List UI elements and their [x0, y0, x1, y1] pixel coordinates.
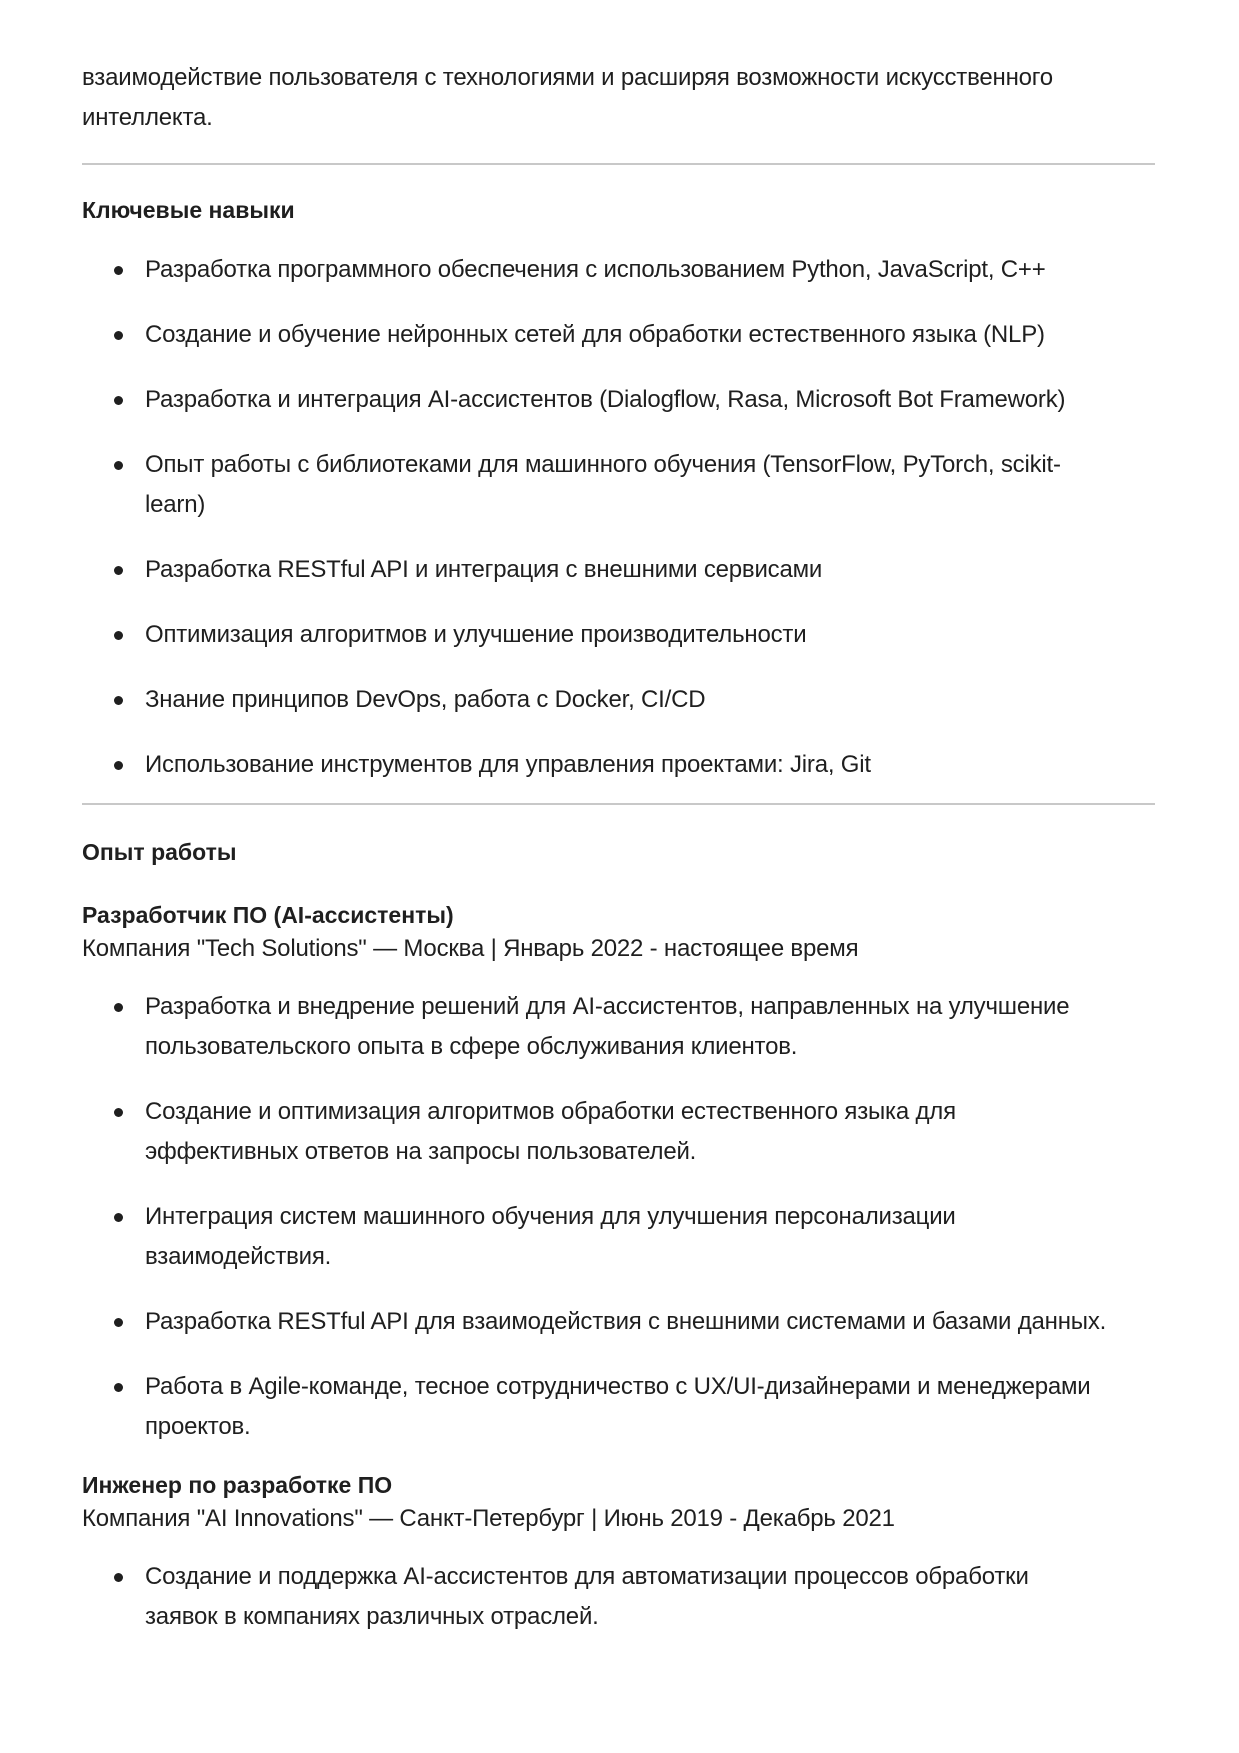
bullet-icon — [114, 761, 123, 770]
duty-item: Создание и оптимизация алгоритмов обработки естественного языка для эффективных ответов на запросы пользователей. — [145, 1092, 1155, 1172]
job-meta: Компания "AI Innovations" — Санкт-Петербург | Июнь 2019 - Декабрь 2021 — [82, 1505, 895, 1532]
job-entry — [82, 899, 1155, 1447]
skill-item: Разработка программного обеспечения с использованием Python, JavaScript, C++ — [145, 250, 1155, 290]
bullet-icon — [114, 396, 123, 405]
duty-item: Разработка и внедрение решений для AI-ассистентов, направленных на улучшение пользовательского опыта в сфере обслуживания клиентов. — [145, 987, 1155, 1067]
bullet-icon — [114, 631, 123, 640]
job-entry — [82, 1469, 1155, 1637]
bullet-icon — [114, 696, 123, 705]
skill-item: Разработка и интеграция AI-ассистентов (Dialogflow, Rasa, Microsoft Bot Framework) — [145, 380, 1155, 420]
skill-item: Разработка RESTful API и интеграция с внешними сервисами — [145, 550, 1155, 590]
bullet-icon — [114, 566, 123, 575]
skill-item: Оптимизация алгоритмов и улучшение производительности — [145, 615, 1155, 655]
bullet-icon — [114, 1573, 123, 1582]
skill-item: Создание и обучение нейронных сетей для обработки естественного языка (NLP) — [145, 315, 1155, 355]
bullet-icon — [114, 266, 123, 275]
job-duties-list — [82, 1557, 1155, 1637]
bullet-icon — [114, 461, 123, 470]
job-duties-list — [82, 987, 1155, 1447]
bullet-icon — [114, 1213, 123, 1222]
bullet-icon — [114, 1108, 123, 1117]
job-title: Инженер по разработке ПО — [82, 1472, 393, 1498]
section-divider — [82, 803, 1155, 805]
bullet-icon — [114, 1003, 123, 1012]
bullet-icon — [114, 1318, 123, 1327]
duty-item: Интеграция систем машинного обучения для улучшения персонализации взаимодействия. — [145, 1197, 1155, 1277]
job-meta: Компания "Tech Solutions" — Москва | Январь 2022 - настоящее время — [82, 935, 859, 962]
skill-item: Знание принципов DevOps, работа с Docker, CI/CD — [145, 680, 1155, 720]
bullet-icon — [114, 331, 123, 340]
resume-document — [82, 58, 1155, 1637]
skill-item: Опыт работы с библиотеками для машинного обучения (TensorFlow, PyTorch, scikit-learn) — [145, 445, 1155, 525]
duty-item: Создание и поддержка AI-ассистентов для автоматизации процессов обработки заявок в компаниях различных отраслей. — [145, 1557, 1155, 1637]
skills-heading: Ключевые навыки — [82, 197, 295, 223]
duty-item: Работа в Agile-команде, тесное сотрудничество с UX/UI-дизайнерами и менеджерами проектов. — [145, 1367, 1175, 1447]
bullet-icon — [114, 1383, 123, 1392]
skills-list — [82, 250, 1155, 785]
section-divider — [82, 163, 1155, 165]
experience-heading: Опыт работы — [82, 839, 237, 865]
duty-item: Разработка RESTful API для взаимодействия с внешними системами и базами данных. — [145, 1302, 1175, 1342]
intro-paragraph: взаимодействие пользователя с технологиями и расширяя возможности искусственного интеллекта. — [82, 64, 1053, 131]
job-title: Разработчик ПО (AI-ассистенты) — [82, 902, 454, 928]
skill-item: Использование инструментов для управления проектами: Jira, Git — [145, 745, 1155, 785]
